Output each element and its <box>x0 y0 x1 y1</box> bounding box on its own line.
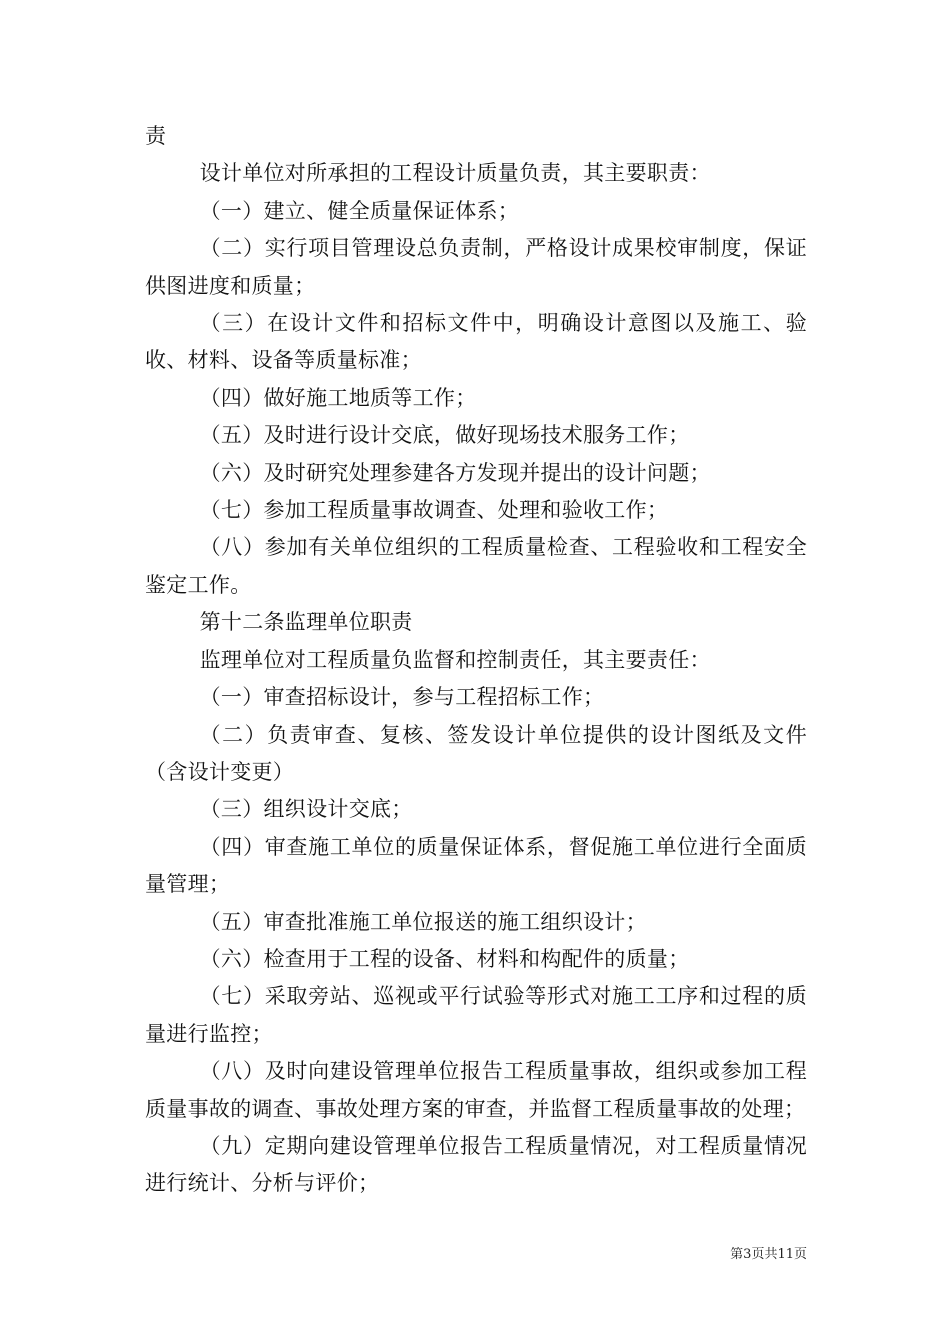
paragraph-supervision-duty-4: （四）审查施工单位的质量保证体系，督促施工单位进行全面质量管理； <box>145 834 807 897</box>
paragraph-supervision-duty-5: （五）审查批准施工单位报送的施工组织设计； <box>199 909 647 934</box>
paragraph-design-duty-3: （三）在设计文件和招标文件中，明确设计意图以及施工、验收、材料、设备等质量标准； <box>145 311 807 373</box>
paragraph-supervision-duty-7: （七）采取旁站、巡视或平行试验等形式对施工工序和过程的质量进行监控； <box>145 984 807 1046</box>
paragraph-design-duty-4: （四）做好施工地质等工作； <box>199 385 477 410</box>
paragraph-supervision-duty-1: （一）审查招标设计，参与工程招标工作； <box>199 685 605 710</box>
section-heading-article-12: 第十二条监理单位职责 <box>199 610 413 635</box>
paragraph-design-duty-8: （八）参加有关单位组织的工程质量检查、工程验收和工程安全鉴定工作。 <box>145 535 807 597</box>
paragraph-design-duty-6: （六）及时研究处理参建各方发现并提出的设计问题； <box>199 460 711 485</box>
paragraph-design-duty-2: （二）实行项目管理设总负责制，严格设计成果校审制度，保证供图进度和质量； <box>145 236 807 298</box>
paragraph-supervision-duty-9: （九）定期向建设管理单位报告工程质量情况，对工程质量情况进行统计、分析与评价； <box>145 1133 807 1196</box>
paragraph-supervision-duty-8: （八）及时向建设管理单位报告工程质量事故，组织或参加工程质量事故的调查、事故处理方案的审查，并监督工程质量事故的处理； <box>145 1059 807 1121</box>
paragraph-continuation: 责 <box>145 124 167 148</box>
paragraph-design-duty-5: （五）及时进行设计交底，做好现场技术服务工作； <box>199 423 690 448</box>
paragraph-design-duty-1: （一）建立、健全质量保证体系； <box>199 198 520 223</box>
paragraph-design-unit-intro: 设计单位对所承担的工程设计质量负责，其主要职责： <box>199 161 711 186</box>
page-number: 第3页共11页 <box>730 1247 807 1262</box>
paragraph-supervision-duty-6: （六）检查用于工程的设备、材料和构配件的质量； <box>199 946 690 971</box>
paragraph-design-duty-7: （七）参加工程质量事故调查、处理和验收工作； <box>199 498 669 523</box>
paragraph-supervision-intro: 监理单位对工程质量负监督和控制责任，其主要责任： <box>199 647 711 672</box>
paragraph-supervision-duty-2: （二）负责审查、复核、签发设计单位提供的设计图纸及文件（含设计变更） <box>145 722 807 784</box>
paragraph-supervision-duty-3: （三）组织设计交底； <box>199 797 413 822</box>
document-body <box>145 118 807 1203</box>
